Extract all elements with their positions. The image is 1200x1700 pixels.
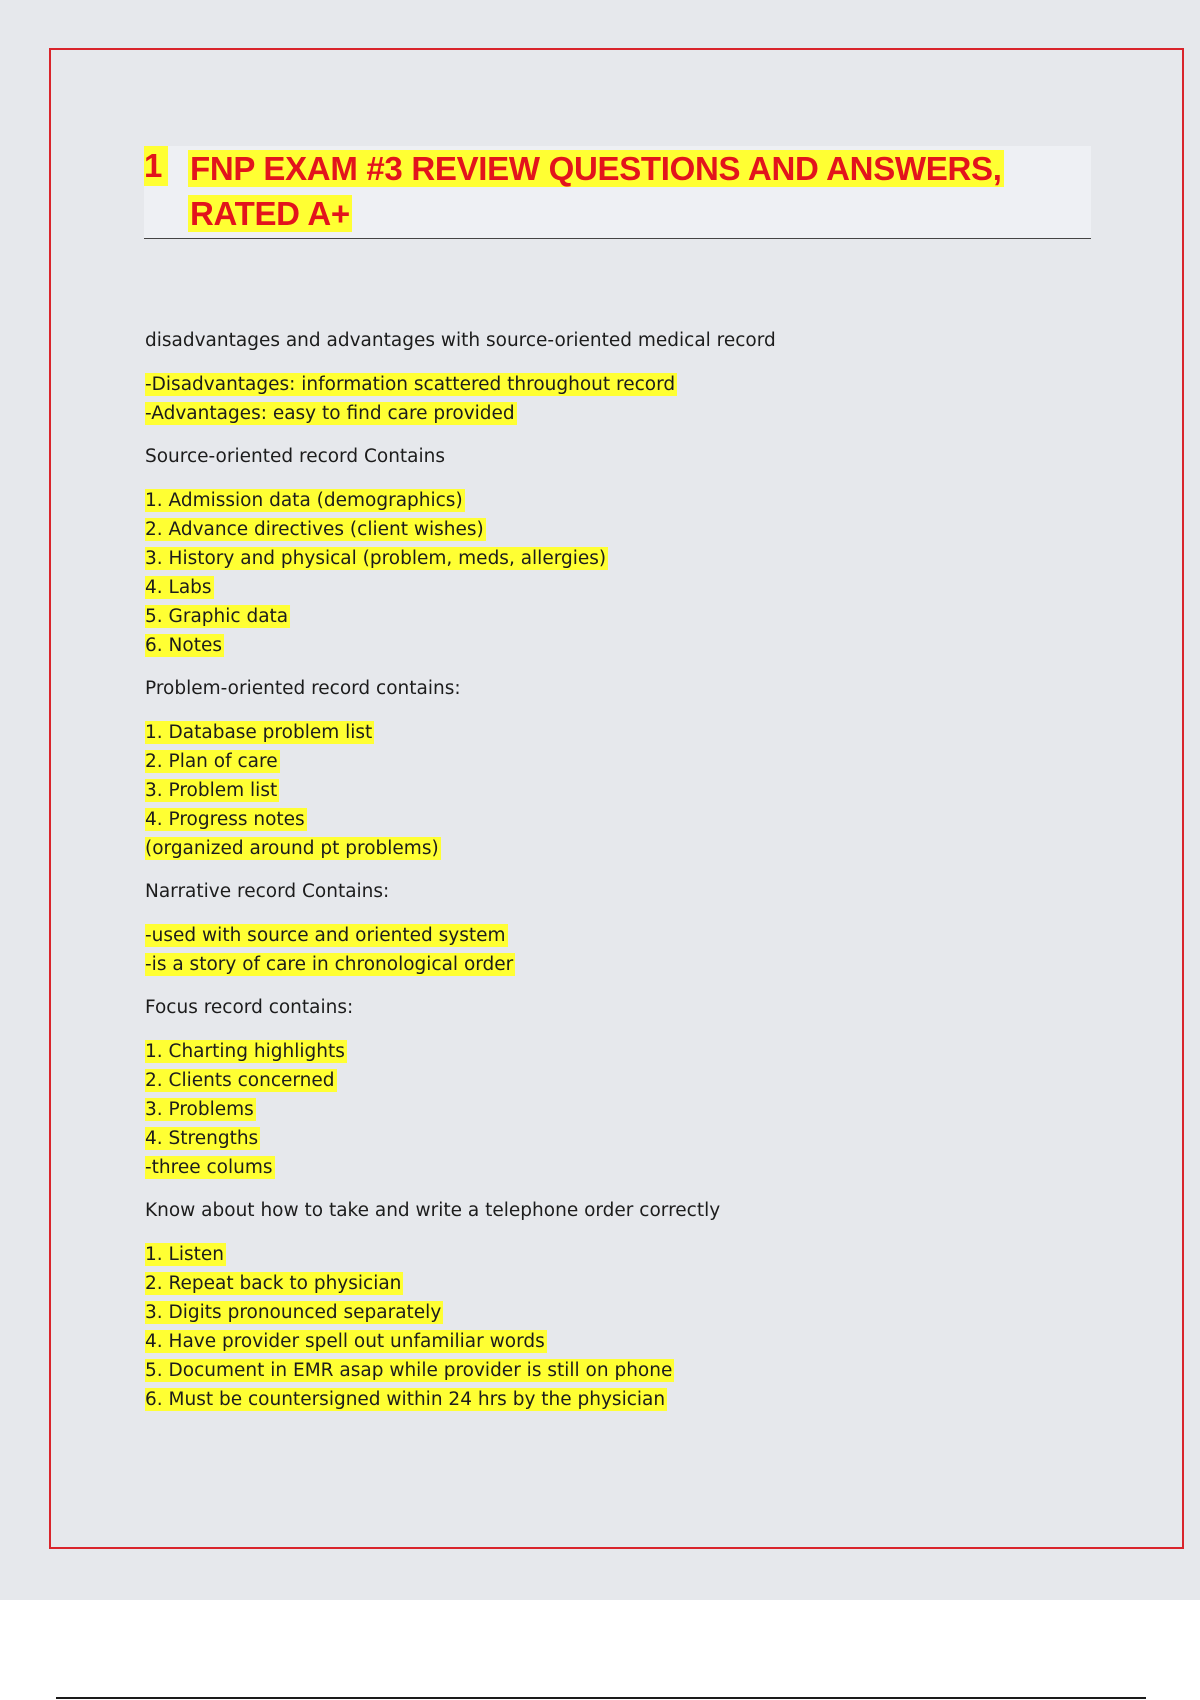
title-number: 1 xyxy=(144,146,168,186)
highlighted-answer-text: 3. Digits pronounced separately xyxy=(145,1302,442,1323)
answer-block xyxy=(145,718,1085,863)
highlighted-answer-text: 2. Advance directives (client wishes) xyxy=(145,519,484,540)
highlighted-answer-text: -used with source and oriented system xyxy=(145,925,506,946)
document-body xyxy=(145,326,1085,1428)
answer-block xyxy=(145,921,1085,979)
answer-line xyxy=(145,834,1085,863)
highlighted-answer-text: -Advantages: easy to find care provided xyxy=(145,403,515,424)
answer-line xyxy=(145,1298,1085,1327)
answer-line xyxy=(145,805,1085,834)
highlighted-answer-text: 4. Progress notes xyxy=(145,809,305,830)
highlighted-answer-text: 5. Graphic data xyxy=(145,606,289,627)
answer-line xyxy=(145,776,1085,805)
highlighted-answer-text: (organized around pt problems) xyxy=(145,838,439,859)
answer-line xyxy=(145,1356,1085,1385)
highlighted-answer-text: 4. Labs xyxy=(145,577,212,598)
document-title xyxy=(188,146,1068,236)
answer-line xyxy=(145,544,1085,573)
highlighted-answer-text: -three colums xyxy=(145,1157,273,1178)
answer-line xyxy=(145,747,1085,776)
question-text: Source-oriented record Contains xyxy=(145,446,446,467)
answer-line xyxy=(145,399,1085,428)
highlighted-answer-text: -is a story of care in chronological order xyxy=(145,954,514,975)
highlighted-answer-text: 3. History and physical (problem, meds, allergies) xyxy=(145,548,607,569)
highlighted-answer-text: 1. Database problem list xyxy=(145,722,373,743)
answer-line xyxy=(145,1327,1085,1356)
answer-line xyxy=(145,631,1085,660)
highlighted-answer-text: 5. Document in EMR asap while provider is still on phone xyxy=(145,1360,673,1381)
question-text: Narrative record Contains: xyxy=(145,881,390,902)
answer-line xyxy=(145,1124,1085,1153)
answer-line xyxy=(145,1385,1085,1414)
answer-block xyxy=(145,1037,1085,1182)
answer-line xyxy=(145,486,1085,515)
question-text: Focus record contains: xyxy=(145,997,354,1018)
document-title-text: FNP EXAM #3 REVIEW QUESTIONS AND ANSWERS, RATED A+ xyxy=(190,150,1002,232)
highlighted-answer-text: -Disadvantages: information scattered throughout record xyxy=(145,374,676,395)
question-text: disadvantages and advantages with source-oriented medical record xyxy=(145,330,776,351)
answer-line xyxy=(145,1240,1085,1269)
answer-line xyxy=(145,370,1085,399)
answer-line xyxy=(145,602,1085,631)
question-text: Know about how to take and write a telephone order correctly xyxy=(145,1200,721,1221)
answer-line xyxy=(145,718,1085,747)
highlighted-answer-text: 1. Charting highlights xyxy=(145,1041,345,1062)
answer-line xyxy=(145,950,1085,979)
answer-block xyxy=(145,1240,1085,1414)
answer-line xyxy=(145,1269,1085,1298)
highlighted-answer-text: 3. Problems xyxy=(145,1099,254,1120)
answer-line xyxy=(145,1066,1085,1095)
answer-block xyxy=(145,486,1085,660)
highlighted-answer-text: 1. Listen xyxy=(145,1244,224,1265)
answer-line xyxy=(145,1153,1085,1182)
highlighted-answer-text: 2. Clients concerned xyxy=(145,1070,335,1091)
highlighted-answer-text: 4. Have provider spell out unfamiliar words xyxy=(145,1331,545,1352)
highlighted-answer-text: 4. Strengths xyxy=(145,1128,259,1149)
highlighted-answer-text: 2. Repeat back to physician xyxy=(145,1273,402,1294)
answer-block xyxy=(145,370,1085,428)
highlighted-answer-text: 2. Plan of care xyxy=(145,751,278,772)
answer-line xyxy=(145,573,1085,602)
answer-line xyxy=(145,1095,1085,1124)
footer-rule xyxy=(56,1697,1146,1699)
highlighted-answer-text: 3. Problem list xyxy=(145,780,278,801)
highlighted-answer-text: 6. Must be countersigned within 24 hrs by the physician xyxy=(145,1389,666,1410)
highlighted-answer-text: 1. Admission data (demographics) xyxy=(145,490,463,511)
question-text: Problem-oriented record contains: xyxy=(145,678,461,699)
answer-line xyxy=(145,1037,1085,1066)
answer-line xyxy=(145,921,1085,950)
highlighted-answer-text: 6. Notes xyxy=(145,635,222,656)
answer-line xyxy=(145,515,1085,544)
